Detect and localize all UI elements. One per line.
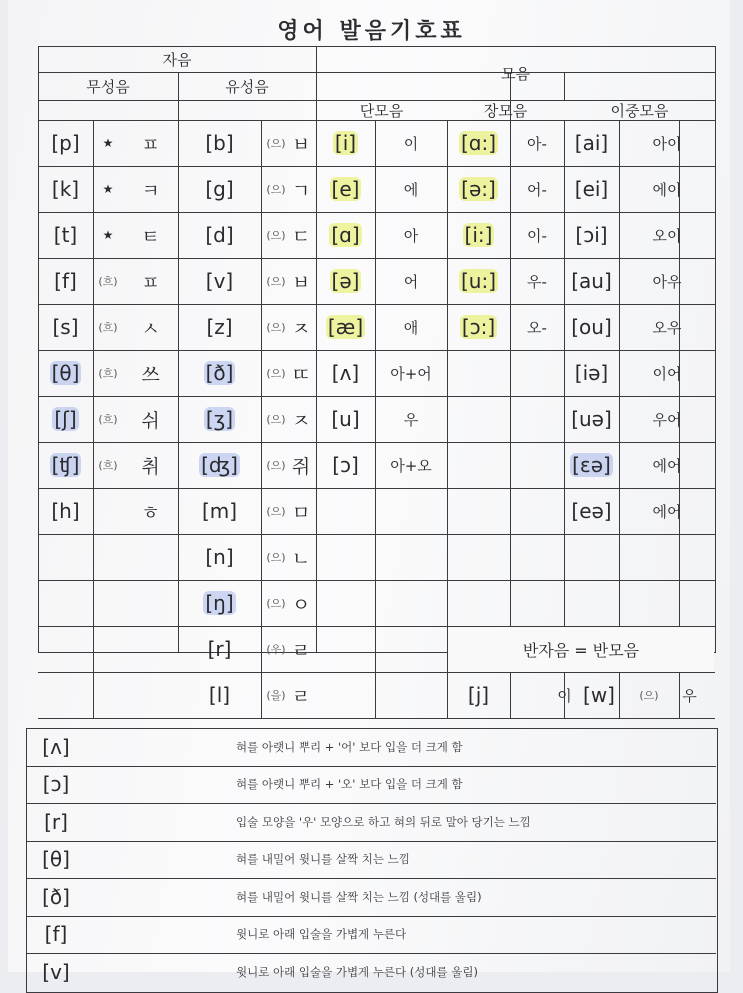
voiceless-symbol: [ʧ]	[51, 453, 80, 477]
short-vowel-korean: 우	[403, 410, 419, 429]
voiced-mark: (으)	[266, 459, 286, 472]
voiced-korean: ㄴ	[291, 547, 311, 570]
diphthong-symbol: [uə]	[571, 407, 612, 431]
voiced-header: 유성음	[225, 77, 269, 96]
voiced-korean: ㄱ	[291, 179, 311, 202]
semivowel-w-symbol: [w]	[583, 683, 615, 707]
diphthong-korean: 아우	[652, 272, 682, 291]
long-vowel-symbol: [i:]	[464, 223, 493, 247]
note-description: 혀를 내밀어 윗니를 살짝 치는 느낌	[236, 852, 410, 867]
voiceless-symbol: [t]	[53, 223, 78, 247]
short-vowel-symbol: [ə]	[331, 269, 360, 293]
diphthong-header: 이중모음	[610, 101, 669, 120]
voiceless-korean: ㅍ	[141, 271, 160, 294]
voiceless-symbol: [f]	[54, 269, 77, 293]
voiced-korean: ㅈ	[291, 409, 311, 432]
voiced-symbol: [n]	[205, 545, 234, 569]
voiceless-korean: ㅎ	[141, 501, 160, 524]
voiced-symbol: [ŋ]	[205, 591, 234, 615]
long-vowel-symbol: [ɔ:]	[461, 315, 496, 339]
voiced-mark: (으)	[266, 505, 286, 518]
row-line	[38, 718, 715, 719]
voiced-symbol: [r]	[207, 637, 232, 661]
voiced-symbol: [v]	[205, 269, 234, 293]
voiceless-korean: ㅍ	[141, 133, 160, 156]
voiced-mark: (으)	[266, 137, 286, 150]
voiceless-mark: (흐)	[98, 367, 118, 380]
voiceless-korean: 쓰	[141, 363, 160, 386]
voiced-korean: 쥐	[291, 455, 311, 478]
voiced-mark: (으)	[266, 275, 286, 288]
diphthong-korean: 에어	[652, 502, 682, 521]
voiceless-mark: ★	[102, 228, 114, 242]
short-vowel-symbol: [æ]	[327, 315, 364, 339]
semivowel-w-mark: (으)	[639, 689, 659, 702]
diphthong-korean: 오우	[652, 318, 682, 337]
short-vowel-symbol: [ɔ]	[332, 453, 359, 477]
long-vowel-korean: 어-	[527, 180, 547, 199]
voiced-mark: (으)	[266, 321, 286, 334]
long-vowel-korean: 아-	[527, 134, 547, 153]
semivowel-j-symbol: [j]	[467, 683, 490, 707]
voiced-mark: (으)	[266, 597, 286, 610]
voiced-korean: ㅈ	[291, 317, 311, 340]
note-symbol: [v]	[42, 959, 70, 984]
diphthong-symbol: [ai]	[574, 131, 609, 155]
voiced-mark: (을)	[266, 689, 286, 702]
table-border-right	[715, 46, 716, 652]
voiceless-symbol: [p]	[51, 131, 80, 155]
short-vowel-korean: 에	[403, 180, 419, 199]
diphthong-korean: 에어	[652, 456, 682, 475]
long-vowel-korean: 오-	[527, 318, 547, 337]
voiced-korean: ㅇ	[291, 593, 311, 616]
voiced-korean: ㅂ	[291, 271, 311, 294]
diphthong-symbol: [eə]	[571, 499, 612, 523]
voiceless-symbol: [θ]	[51, 361, 80, 385]
diphthong-korean: 우어	[652, 410, 682, 429]
semivowel-w-korean: 우	[682, 686, 697, 705]
consonants-header: 자음	[162, 50, 192, 69]
long-vowel-symbol: [u:]	[460, 269, 497, 293]
voiceless-korean: ㅌ	[141, 225, 160, 248]
voiced-symbol: [ð]	[205, 361, 234, 385]
voiced-symbol: [m]	[201, 499, 238, 523]
voiced-symbol: [d]	[205, 223, 234, 247]
short-vowel-symbol: [i]	[334, 131, 357, 155]
semivowel-title: 반자음 = 반모음	[522, 640, 640, 660]
voiced-mark: (으)	[266, 367, 286, 380]
voiceless-header: 무성음	[86, 77, 130, 96]
voiceless-korean: 취	[141, 455, 160, 478]
page-title: 영어 발음기호표	[277, 19, 466, 44]
voiceless-mark: ★	[102, 136, 114, 150]
voiceless-mark: (흐)	[98, 413, 118, 426]
short-vowel-korean: 아+오	[390, 456, 432, 475]
note-symbol: [f]	[44, 922, 68, 947]
diphthong-korean: 에이	[652, 180, 682, 199]
short-vowel-korean: 어	[403, 272, 419, 291]
note-symbol: [ɔ]	[42, 772, 70, 797]
diphthong-korean: 이어	[652, 364, 682, 383]
short-vowel-symbol: [e]	[331, 177, 360, 201]
note-description: 윗니로 아래 입술을 가볍게 누른다 (성대를 울림)	[236, 964, 478, 979]
note-description: 혀를 내밀어 윗니를 살짝 치는 느낌 (성대를 울림)	[236, 889, 482, 904]
vowels-header: 모음	[501, 64, 530, 83]
diphthong-symbol: [ou]	[571, 315, 612, 339]
short-vowel-korean: 애	[403, 318, 419, 337]
note-symbol: [θ]	[42, 847, 70, 872]
voiceless-korean: 쉬	[141, 409, 160, 432]
diphthong-korean: 오이	[652, 226, 682, 245]
voiced-korean: ㄷ	[291, 225, 311, 248]
voiced-symbol: [l]	[208, 683, 231, 707]
note-description: 윗니로 아래 입술을 가볍게 누른다	[236, 927, 407, 942]
note-description: 혀를 아랫니 뿌리 + '오' 보다 입을 더 크게 함	[236, 777, 463, 792]
voiced-korean: ㄸ	[291, 363, 311, 386]
voiced-korean: ㄹ	[291, 685, 311, 708]
short-vowel-symbol: [ɑ]	[331, 223, 360, 247]
short-vowel-symbol: [u]	[331, 407, 360, 431]
long-vowel-korean: 이-	[527, 226, 547, 245]
note-description: 입술 모양을 '우' 모양으로 하고 혀의 뒤로 말아 당기는 느낌	[236, 814, 531, 829]
voiced-mark: (으)	[266, 183, 286, 196]
voiced-mark: (으)	[266, 229, 286, 242]
long-vowel-symbol: [ə:]	[461, 177, 496, 201]
voiced-symbol: [z]	[206, 315, 233, 339]
voiceless-symbol: [s]	[52, 315, 79, 339]
voiceless-mark: (흐)	[98, 459, 118, 472]
voiced-korean: ㅁ	[291, 501, 311, 524]
short-vowel-korean: 아+어	[390, 364, 432, 383]
voiceless-mark	[93, 488, 123, 534]
diphthong-symbol: [iə]	[574, 361, 609, 385]
voiceless-korean: ㅅ	[141, 317, 160, 340]
diphthong-symbol: [ɛə]	[572, 453, 611, 477]
voiceless-korean: ㅋ	[141, 179, 160, 202]
row-line	[38, 580, 715, 581]
voiced-symbol: [ʤ]	[201, 453, 238, 477]
diphthong-symbol: [au]	[571, 269, 612, 293]
voiceless-symbol: [k]	[51, 177, 80, 201]
diphthong-symbol: [ɔi]	[575, 223, 608, 247]
voiceless-mark: ★	[102, 182, 114, 196]
note-symbol: [r]	[44, 809, 68, 834]
voiced-symbol: [ʒ]	[205, 407, 234, 431]
voiceless-mark: (흐)	[98, 275, 118, 288]
voiced-korean: ㄹ	[291, 639, 311, 662]
voiceless-symbol: [h]	[51, 499, 80, 523]
row-line	[38, 534, 715, 535]
note-symbol: [ð]	[42, 884, 70, 909]
note-symbol: [ʌ]	[42, 734, 70, 759]
voiceless-mark: (흐)	[98, 321, 118, 334]
note-description: 혀를 아랫니 뿌리 + '어' 보다 입을 더 크게 함	[236, 739, 463, 754]
long-vowel-korean: 우-	[527, 272, 547, 291]
voiced-symbol: [g]	[205, 177, 234, 201]
voiceless-symbol: [ʃ]	[54, 407, 77, 431]
short-vowel-header: 단모음	[359, 101, 404, 120]
voiced-symbol: [b]	[205, 131, 234, 155]
voiced-korean: ㅂ	[291, 133, 311, 156]
long-vowel-symbol: [ɑ:]	[460, 131, 497, 155]
long-vowel-header: 장모음	[483, 101, 528, 120]
voiced-mark: (으)	[266, 413, 286, 426]
short-vowel-korean: 이	[403, 134, 419, 153]
short-vowel-symbol: [ʌ]	[331, 361, 360, 385]
voiced-mark: (우)	[266, 643, 286, 656]
short-vowel-korean: 아	[403, 226, 419, 245]
diphthong-symbol: [ei]	[574, 177, 609, 201]
semivowel-j-korean: 이	[557, 686, 572, 705]
voiced-mark: (으)	[266, 551, 286, 564]
diphthong-korean: 아이	[652, 134, 682, 153]
